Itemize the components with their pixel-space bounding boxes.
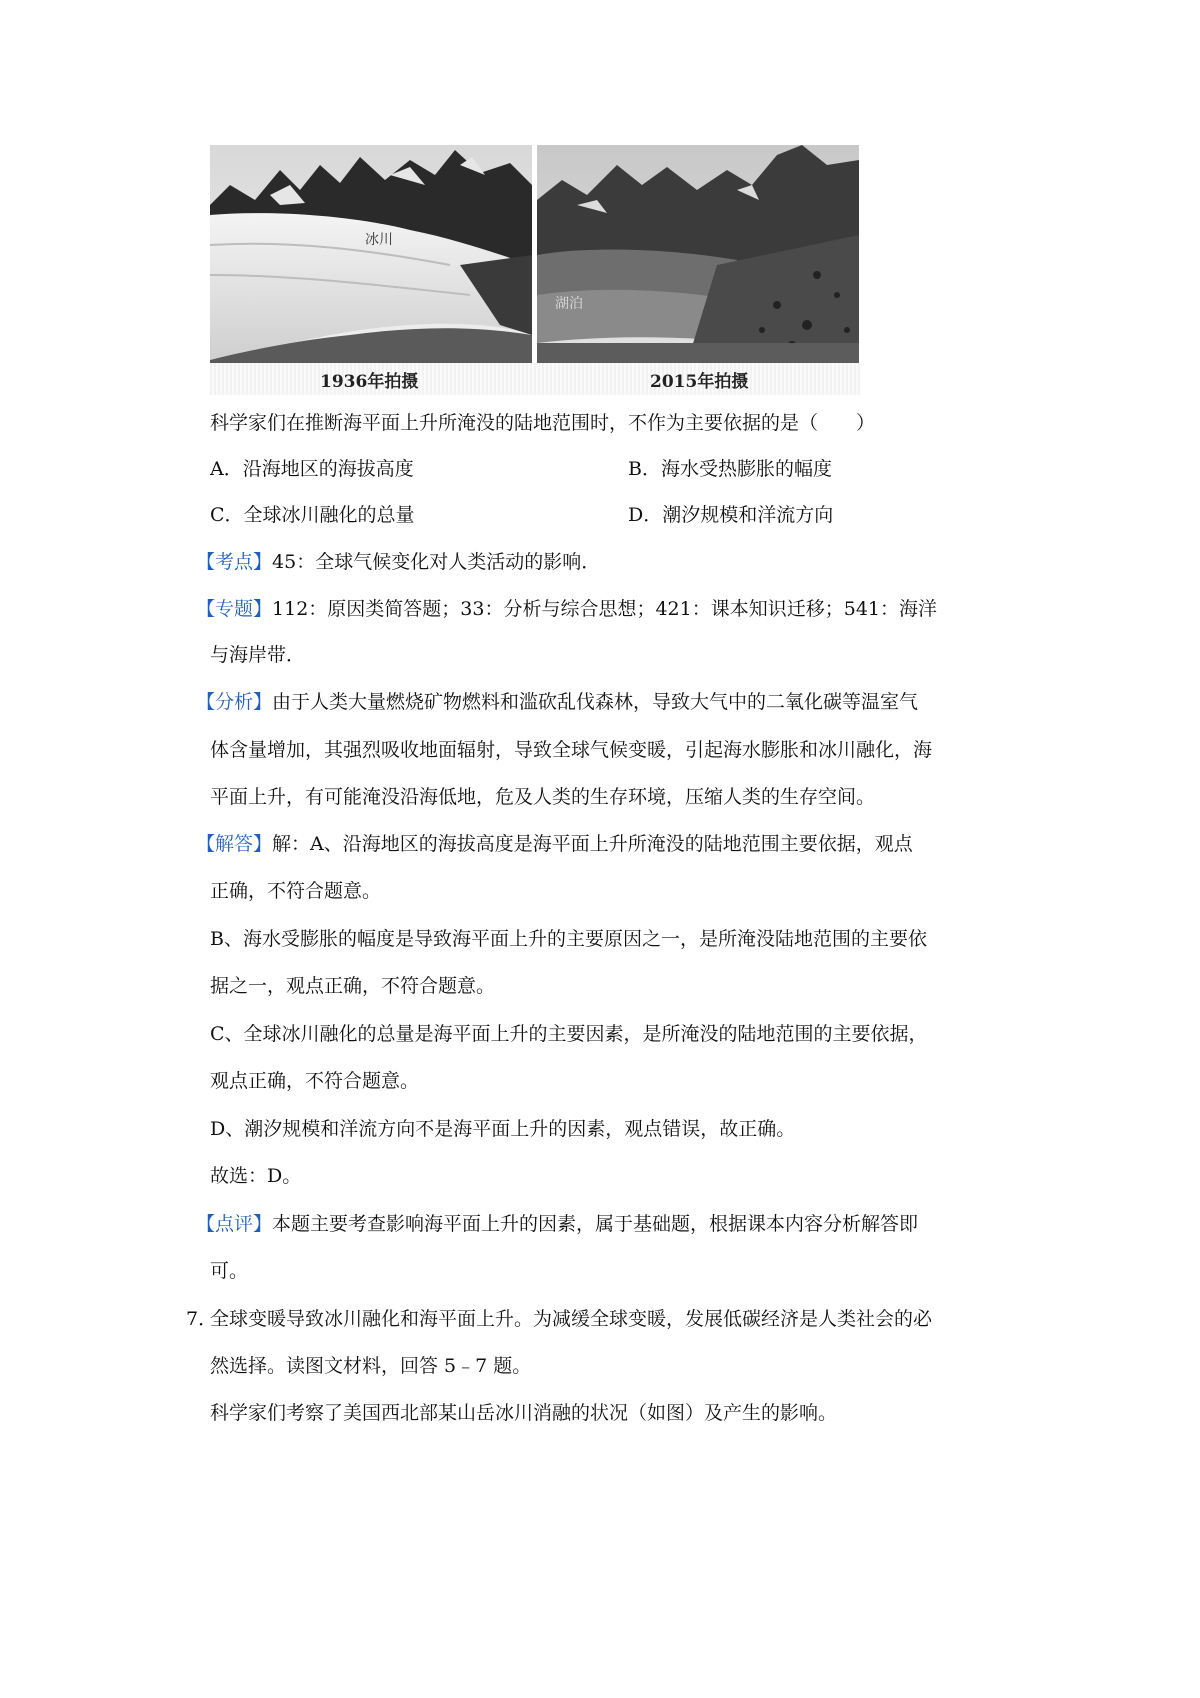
jieda-a-2: 正确，不符合题意。	[210, 880, 382, 902]
fenxi-line	[196, 690, 918, 714]
question-7-text-2: 然选择。读图文材料，回答 5﹣7 题。	[210, 1355, 532, 1377]
kaodian-tag: 【考点】	[196, 551, 273, 573]
question-7-text-3: 科学家们考察了美国西北部某山岳冰川消融的状况（如图）及产生的影响。	[210, 1402, 838, 1424]
zhuanti-text-2: 与海岸带．	[210, 644, 306, 666]
photo-2015	[537, 145, 859, 363]
zhuanti-line	[196, 597, 937, 621]
jieda-c-2: 观点正确，不符合题意。	[210, 1070, 420, 1092]
option-d: D．潮汐规模和洋流方向	[628, 504, 834, 526]
caption-2015: 2015年拍摄	[650, 372, 749, 392]
option-a: A．沿海地区的海拔高度	[210, 458, 414, 480]
question-7-number: 7．	[186, 1308, 218, 1330]
glacier-label: 冰川	[365, 232, 393, 248]
kaodian-line	[196, 550, 600, 574]
jieda-a-1: 解：A、沿海地区的海拔高度是海平面上升所淹没的陆地范围主要依据，观点	[272, 833, 913, 855]
question-7-text-1: 全球变暖导致冰川融化和海平面上升。为减缓全球变暖，发展低碳经济是人类社会的必	[210, 1308, 933, 1330]
caption-1936: 1936年拍摄	[320, 372, 419, 392]
glacier-comparison-figure	[210, 145, 860, 395]
question-stem: 科学家们在推断海平面上升所淹没的陆地范围时，不作为主要依据的是（ ）	[210, 412, 876, 434]
fenxi-text-2: 体含量增加，其强烈吸收地面辐射，导致全球气候变暖，引起海水膨胀和冰川融化，海	[210, 739, 933, 761]
jieda-choice: 故选：D。	[210, 1165, 302, 1187]
jieda-tag: 【解答】	[196, 833, 273, 855]
option-b: B．海水受热膨胀的幅度	[628, 458, 832, 480]
kaodian-text: 45：全球气候变化对人类活动的影响．	[272, 551, 601, 573]
caption-strip	[210, 363, 860, 395]
dianping-tag: 【点评】	[196, 1213, 273, 1235]
zhuanti-text-1: 112：原因类简答题；33：分析与综合思想；421：课本知识迁移；541：海洋	[272, 598, 937, 620]
jieda-d-1: D、潮汐规模和洋流方向不是海平面上升的因素，观点错误，故正确。	[210, 1118, 796, 1140]
fenxi-text-3: 平面上升，有可能淹没沿海低地，危及人类的生存环境，压缩人类的生存空间。	[210, 786, 876, 808]
zhuanti-tag: 【专题】	[196, 598, 273, 620]
jieda-b-2: 据之一，观点正确，不符合题意。	[210, 975, 496, 997]
lake-label: 湖泊	[555, 296, 583, 312]
fenxi-tag: 【分析】	[196, 691, 273, 713]
fenxi-text-1: 由于人类大量燃烧矿物燃料和滥砍乱伐森林，导致大气中的二氧化碳等温室气	[272, 691, 919, 713]
dianping-line	[196, 1212, 918, 1236]
jieda-line	[196, 832, 913, 856]
photo-1936	[210, 145, 532, 363]
dianping-text-2: 可。	[210, 1260, 249, 1282]
dianping-text-1: 本题主要考查影响海平面上升的因素，属于基础题，根据课本内容分析解答即	[272, 1213, 919, 1235]
jieda-b-1: B、海水受膨胀的幅度是导致海平面上升的主要原因之一，是所淹没陆地范围的主要依	[210, 928, 927, 950]
jieda-c-1: C、全球冰川融化的总量是海平面上升的主要因素，是所淹没的陆地范围的主要依据，	[210, 1023, 928, 1045]
option-c: C．全球冰川融化的总量	[210, 504, 415, 526]
